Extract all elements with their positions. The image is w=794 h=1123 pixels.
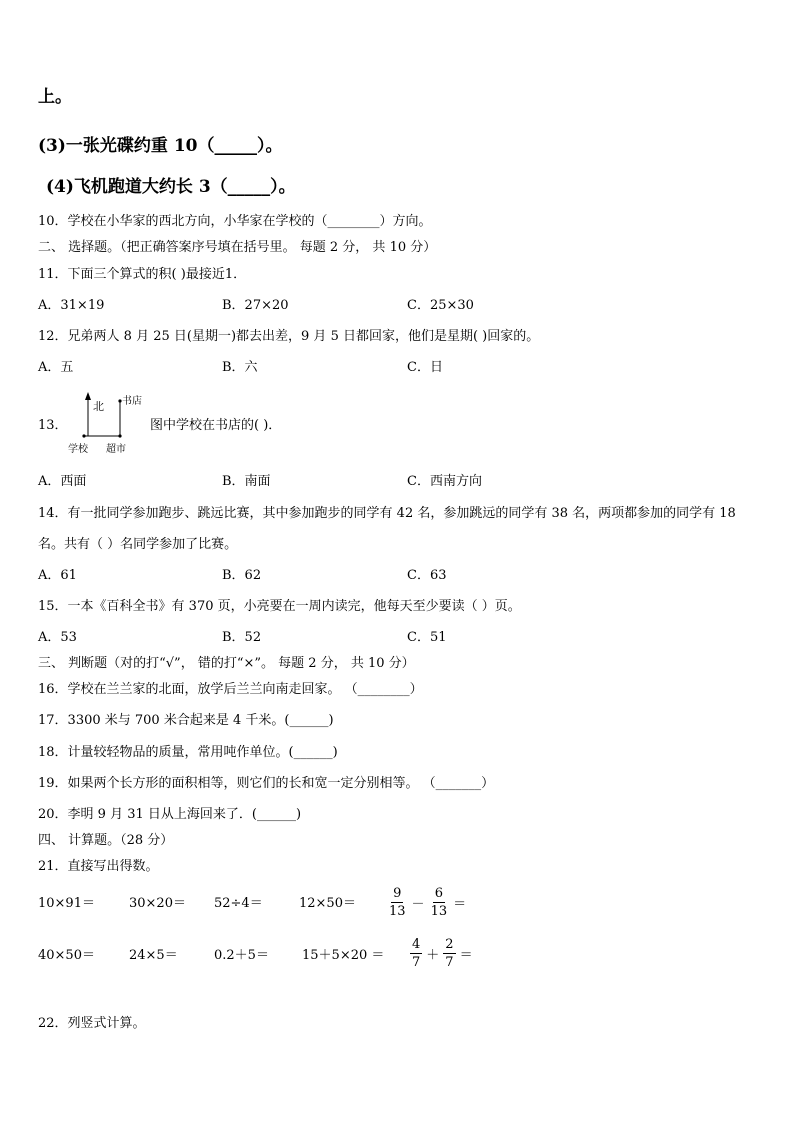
calc-r2-c1: 40×50＝	[38, 948, 95, 963]
q15-option-a: A．53	[38, 630, 77, 645]
plus-sign: ＋	[426, 948, 440, 963]
calc-r2-c3: 0.2＋5＝	[214, 948, 269, 963]
numerator: 2	[445, 937, 454, 952]
supermarket-dot	[118, 434, 121, 437]
direction-map-figure	[64, 390, 154, 458]
q14-option-c: C．63	[407, 568, 447, 583]
q12-option-c: C．日	[407, 360, 443, 375]
q15-option-c: C．51	[407, 630, 447, 645]
q13-option-b: B．南面	[222, 474, 271, 489]
section-4-heading: 四、 计算题。（28 分）	[38, 833, 174, 848]
calc-r1-c2: 30×20＝	[129, 896, 186, 911]
north-label: 北	[93, 400, 104, 413]
q11-option-b: B．27×20	[222, 298, 289, 313]
q14-option-a: A．61	[38, 568, 77, 583]
question-22: 22．列竖式计算。	[38, 1016, 146, 1031]
calc-r1-c3: 52÷4＝	[214, 896, 263, 911]
question-9-4: (4)飞机跑道大约长 3（_____）。	[46, 177, 296, 197]
question-13-number: 13．	[38, 418, 68, 433]
equals-sign: ＝	[459, 948, 473, 963]
top-fragment: 上。	[38, 87, 72, 107]
calc-r1-c1: 10×91＝	[38, 896, 95, 911]
q13-option-c: C．西南方向	[407, 474, 482, 489]
equals-sign: ＝	[453, 897, 467, 912]
school-dot	[82, 434, 85, 437]
fraction-expression-2	[408, 937, 475, 970]
question-20: 20．李明 9 月 31 日从上海回来了．(______)	[38, 807, 302, 822]
question-14-line-2: 名。共有（ ）名同学参加了比赛。	[38, 537, 238, 552]
denominator: 7	[445, 955, 454, 970]
question-15: 15．一本《百科全书》有 370 页，小亮要在一周内读完，他每天至少要读（ ）页。	[38, 599, 521, 614]
q11-option-c: C．25×30	[407, 298, 474, 313]
minus-sign: －	[411, 897, 425, 912]
question-17: 17．3300 米与 700 米合起来是 4 千米。(______)	[38, 713, 334, 728]
fraction-9-13	[387, 886, 408, 919]
denominator: 13	[389, 904, 406, 919]
bookstore-label: 书店	[122, 396, 142, 407]
section-3-heading: 三、 判断题（对的打“√”， 错的打“×”。 每题 2 分， 共 10 分）	[38, 656, 415, 671]
q12-option-a: A．五	[38, 360, 74, 375]
north-arrowhead	[85, 392, 91, 400]
q14-option-b: B．62	[222, 568, 262, 583]
q11-option-a: A．31×19	[38, 298, 105, 313]
numerator: 9	[393, 886, 402, 901]
question-14-line-1: 14．有一批同学参加跑步、跳远比赛，其中参加跑步的同学有 42 名，参加跳远的同学有 38 名，两项都参加的同学有 18	[38, 506, 736, 521]
numerator: 6	[434, 886, 443, 901]
q12-option-b: B．六	[222, 360, 258, 375]
question-16: 16．学校在兰兰家的北面，放学后兰兰向南走回家。 （________）	[38, 682, 423, 697]
section-2-heading: 二、 选择题。（把正确答案序号填在括号里。 每题 2 分， 共 10 分）	[38, 240, 437, 255]
question-21: 21．直接写出得数。	[38, 859, 159, 874]
denominator: 7	[412, 955, 421, 970]
question-10: 10．学校在小华家的西北方向，小华家在学校的（________）方向。	[38, 214, 432, 229]
question-11: 11．下面三个算式的积( )最接近1．	[38, 267, 247, 282]
question-12: 12．兄弟两人 8 月 25 日(星期一)都去出差，9 月 5 日都回家，他们是星期( )回家的。	[38, 329, 540, 344]
denominator: 13	[430, 904, 448, 919]
question-19: 19．如果两个长方形的面积相等，则它们的长和宽一定分别相等。 （_______）	[38, 776, 495, 791]
question-18: 18．计量较轻物品的质量，常用吨作单位。(______)	[38, 745, 338, 760]
fraction-expression-1	[385, 886, 468, 919]
fraction-2-7	[443, 937, 455, 970]
q15-option-b: B．52	[222, 630, 262, 645]
calc-r1-c4: 12×50＝	[299, 896, 356, 911]
fraction-6-13	[429, 886, 450, 919]
calc-r2-c2: 24×5＝	[129, 948, 178, 963]
calc-r2-c4: 15＋5×20 ＝	[302, 948, 385, 963]
supermarket-label: 超市	[106, 444, 126, 455]
question-9-3: (3)一张光碟约重 10（_____）。	[38, 136, 283, 156]
fraction-4-7	[410, 937, 422, 970]
numerator: 4	[412, 937, 421, 952]
school-label: 学校	[68, 444, 88, 455]
question-13-text: 图中学校在书店的( )．	[150, 418, 282, 433]
q13-option-a: A．西面	[38, 474, 87, 489]
